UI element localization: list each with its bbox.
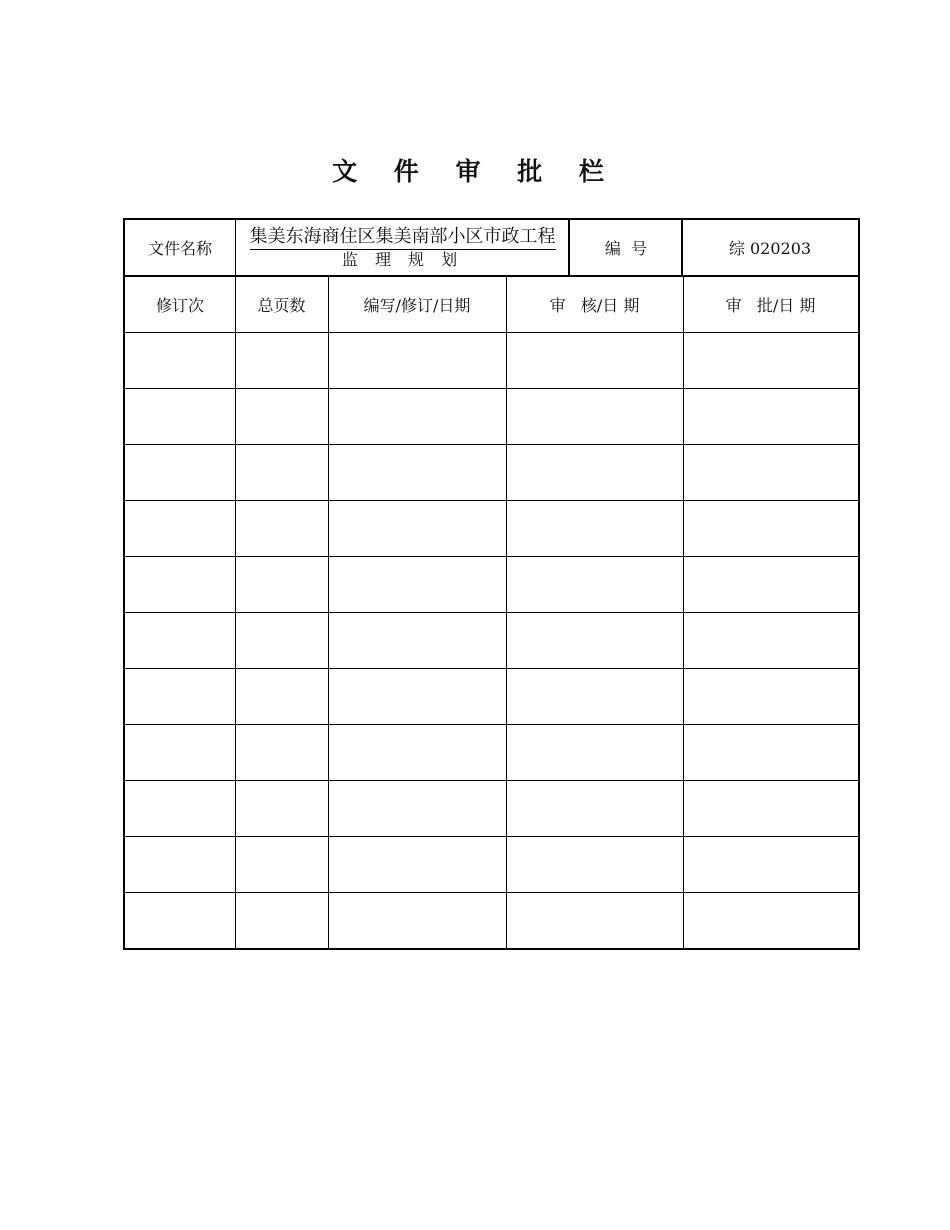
file-name-label: 文件名称 bbox=[147, 239, 212, 258]
column-divider bbox=[328, 277, 329, 948]
col-total-pages: 总页数 bbox=[257, 296, 306, 315]
file-info-row bbox=[125, 220, 858, 275]
column-divider bbox=[683, 277, 684, 948]
col-approve-date: 审 批/日 期 bbox=[725, 296, 816, 315]
number-label: 编 号 bbox=[604, 239, 648, 258]
col-review-date: 审 核/日 期 bbox=[549, 296, 640, 315]
approval-table bbox=[123, 218, 860, 950]
column-divider bbox=[235, 277, 236, 948]
file-name-value bbox=[235, 220, 570, 275]
col-revision: 修订次 bbox=[155, 296, 204, 315]
file-name-line1: 集美东海商住区集美南部小区市政工程 bbox=[250, 226, 556, 250]
col-author-date: 编写/修订/日期 bbox=[363, 296, 471, 315]
file-name-line2: 监 理 规 划 bbox=[341, 249, 464, 269]
number-value: 综 020203 bbox=[728, 239, 812, 258]
page-title: 文 件 审 批 栏 bbox=[332, 157, 618, 186]
column-divider bbox=[506, 277, 507, 948]
